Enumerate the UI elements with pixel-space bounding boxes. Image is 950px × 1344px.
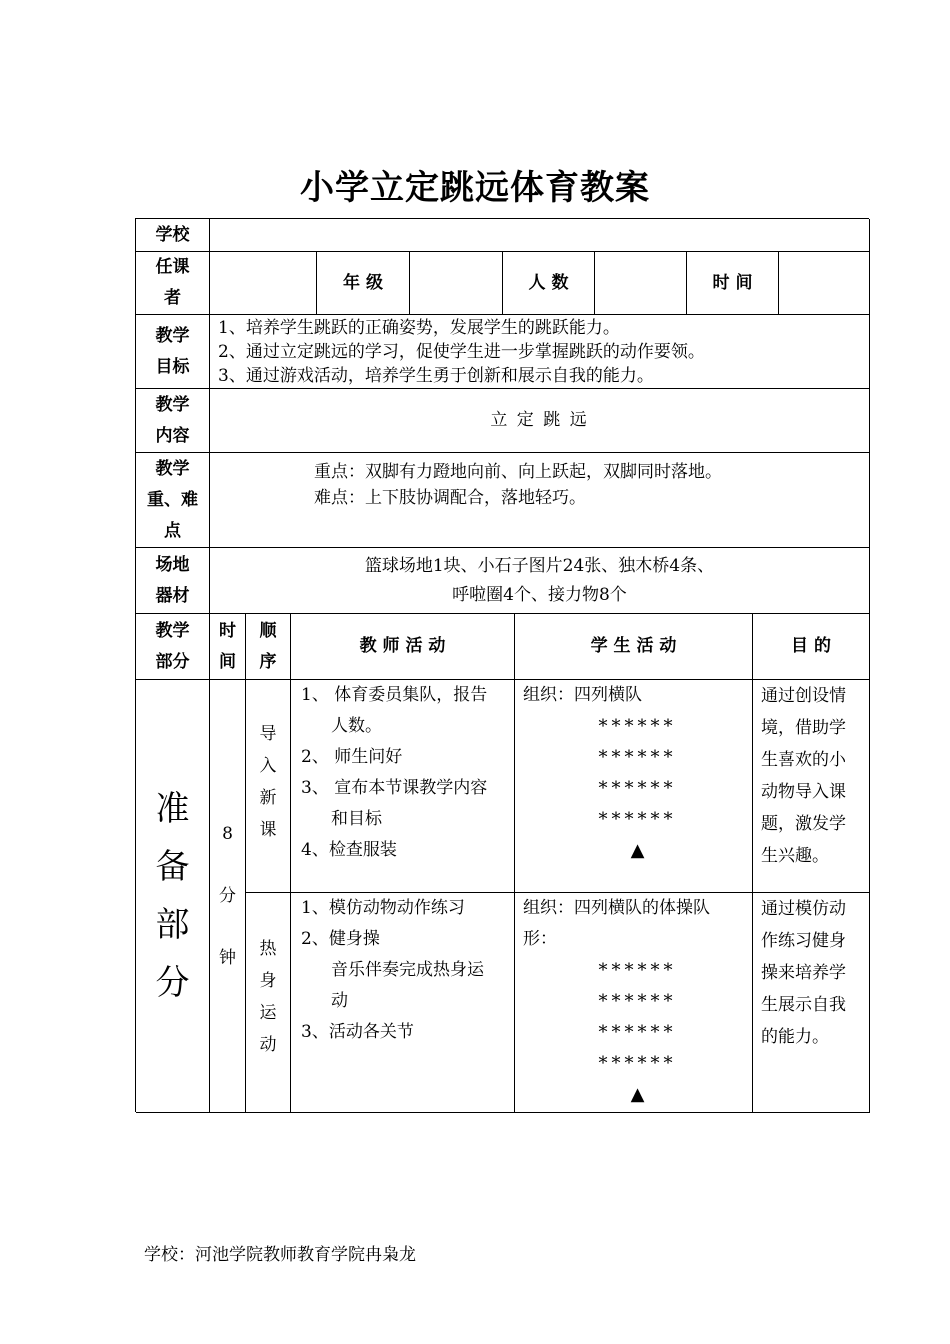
goal-warmup: [753, 893, 870, 1113]
teacher-activity-line: 1、模仿动物动作练习: [301, 898, 465, 918]
teacher-activity-line: 音乐伴奏完成热身运: [331, 960, 484, 980]
goal-line: 作练习健身: [761, 931, 846, 951]
teacher-label: [136, 252, 210, 315]
teacher-activity-line: 人数。: [331, 716, 382, 736]
order-char: 热: [259, 939, 277, 959]
section-time-chars: [210, 818, 245, 974]
equipment-text: [210, 548, 870, 614]
header-part-line: 教学: [155, 620, 190, 641]
school-value: [210, 219, 870, 252]
page-title: 小学立定跳远体育教案: [300, 168, 650, 208]
teacher-position-icon: ▲: [630, 840, 645, 861]
teacher-activity-line: 2、健身操: [301, 929, 380, 949]
section-part-char: 准: [155, 789, 190, 829]
goal-line: 动物导入课: [761, 782, 846, 802]
student-activity-line: 组织：四列横队: [523, 685, 642, 705]
equipment-line: 呼啦圈4个、接力物8个: [452, 584, 627, 605]
equipment-label: [136, 548, 210, 614]
header-part: [136, 614, 210, 680]
teacher-activity-line: 4、检查服装: [301, 840, 397, 860]
header-order: [246, 614, 291, 680]
order-char: 运: [259, 1003, 277, 1023]
teacher-activity-line: 动: [331, 991, 348, 1011]
order-char: 课: [259, 820, 277, 840]
goal-line: 生喜欢的小: [761, 750, 846, 770]
header-order-line: 顺: [259, 620, 277, 641]
focus-text: [210, 453, 870, 548]
section-part-char: 分: [155, 963, 190, 1003]
objectives-list: [210, 315, 870, 389]
objective-item: 1、培养学生跳跃的正确姿势，发展学生的跳跃能力。: [218, 318, 620, 338]
equipment-label-line: 器材: [155, 585, 190, 606]
teacher-activity-line: 3、活动各关节: [301, 1022, 414, 1042]
order-char: 身: [259, 971, 277, 991]
goal-line: 生展示自我: [761, 995, 846, 1015]
focus-label-line: 教学: [155, 458, 190, 479]
formation-row: ******: [598, 809, 677, 830]
time-label: 时 间: [687, 252, 779, 315]
order-char: 动: [259, 1035, 277, 1055]
header-part-line: 部分: [155, 651, 190, 672]
goal-line: 境，借助学: [761, 718, 846, 738]
goal-line: 的能力。: [761, 1027, 829, 1047]
order-intro: [246, 680, 291, 893]
section-part-char: 备: [155, 847, 190, 887]
equipment-line: 篮球场地1块、小石子图片24张、独木桥4条、: [364, 555, 715, 576]
lesson-plan-table: [135, 218, 869, 1112]
goal-line: 通过模仿动: [761, 899, 846, 919]
focus-line: 难点：上下肢协调配合，落地轻巧。: [314, 488, 586, 508]
teacher-activity-line: 和目标: [331, 809, 382, 829]
header-time: [210, 614, 246, 680]
header-teacher-activity: 教 师 活 动: [291, 614, 515, 680]
formation-row: ******: [598, 1022, 677, 1043]
teacher-activity-line: 2、 师生问好: [301, 747, 403, 767]
formation-row: ******: [598, 716, 677, 737]
objectives-label: [136, 315, 210, 389]
teacher-position-icon: ▲: [630, 1084, 645, 1105]
student-activity-warmup: [515, 893, 753, 1113]
order-char: 导: [259, 724, 277, 744]
student-activity-line: 组织：四列横队的体操队: [523, 898, 710, 918]
formation-row: ******: [598, 991, 677, 1012]
footer-school: 学校：河池学院教师教育学院冉枭龙: [144, 1245, 416, 1265]
section-time-char: 分: [219, 886, 236, 906]
goal-intro: [753, 680, 870, 893]
formation-row: ******: [598, 1053, 677, 1074]
section-time: [210, 680, 246, 1113]
focus-label: [136, 453, 210, 548]
focus-label-line: 点: [164, 520, 181, 541]
count-value: [595, 252, 687, 315]
header-time-line: 间: [219, 651, 236, 672]
header-student-activity: 学 生 活 动: [515, 614, 753, 680]
content-label-line: 教学: [155, 394, 190, 415]
section-part-char: 部: [155, 905, 190, 945]
formation-row: ******: [598, 960, 677, 981]
student-activity-line: 形：: [523, 929, 557, 949]
content-label: [136, 389, 210, 453]
header-goal: 目 的: [753, 614, 870, 680]
content-label-line: 内容: [155, 425, 190, 446]
teacher-activity-line: 1、 体育委员集队，报告: [301, 685, 488, 705]
school-label: 学校: [136, 219, 210, 252]
section-time-char: 钟: [219, 948, 236, 968]
student-activity-intro: [515, 680, 753, 893]
header-time-line: 时: [219, 620, 236, 641]
goal-line: 生兴趣。: [761, 846, 829, 866]
grade-label: 年 级: [317, 252, 410, 315]
teacher-label-line: 任课: [155, 257, 190, 277]
content-value: 立 定 跳 远: [210, 389, 870, 453]
goal-line: 操来培养学: [761, 963, 846, 983]
objective-item: 3、通过游戏活动，培养学生勇于创新和展示自我的能力。: [218, 366, 654, 386]
teacher-activity-intro: [291, 680, 515, 893]
focus-label-line: 重、难: [147, 489, 198, 510]
goal-line: 通过创设情: [761, 686, 846, 706]
teacher-label-line: 者: [164, 288, 181, 308]
time-value: [779, 252, 870, 315]
order-warmup: [246, 893, 291, 1113]
section-part-label: [136, 680, 210, 1113]
order-char: 入: [259, 756, 277, 776]
focus-line: 重点：双脚有力蹬地向前、向上跃起，双脚同时落地。: [314, 462, 722, 482]
formation-row: ******: [598, 747, 677, 768]
objective-item: 2、通过立定跳远的学习，促使学生进一步掌握跳跃的动作要领。: [218, 342, 705, 362]
equipment-label-line: 场地: [155, 554, 190, 575]
header-order-line: 序: [259, 651, 277, 672]
goal-line: 题，激发学: [761, 814, 846, 834]
objectives-label-line: 教学: [155, 325, 190, 346]
order-char: 新: [259, 788, 277, 808]
teacher-value: [210, 252, 317, 315]
grade-value: [410, 252, 503, 315]
teacher-activity-warmup: [291, 893, 515, 1113]
teacher-activity-line: 3、 宣布本节课教学内容: [301, 778, 488, 798]
section-time-char: 8: [222, 824, 233, 844]
count-label: 人 数: [503, 252, 595, 315]
objectives-label-line: 目标: [155, 356, 190, 377]
formation-row: ******: [598, 778, 677, 799]
